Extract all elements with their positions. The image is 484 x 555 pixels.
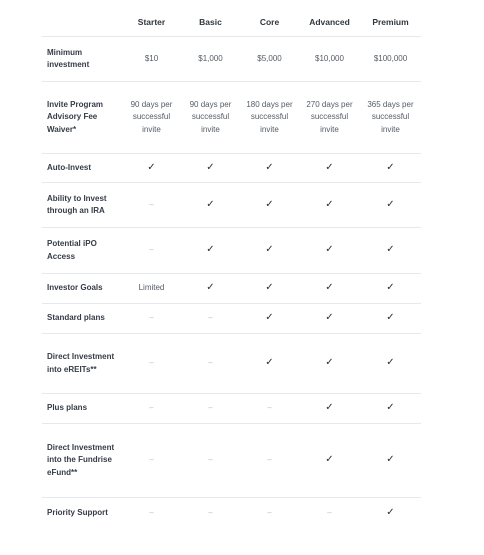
cell-starter: – [122, 183, 181, 228]
row-label: Minimum investment [42, 37, 122, 82]
cell-starter: $10 [122, 37, 181, 82]
cell-basic: – [181, 334, 240, 394]
cell-starter: – [122, 424, 181, 498]
cell-starter-check: ✓ [122, 154, 181, 183]
row-label: Potential iPO Access [42, 228, 122, 274]
table-row [42, 228, 421, 274]
table-row [42, 183, 421, 228]
cell-advanced-check: ✓ [299, 394, 360, 424]
row-label: Auto-Invest [42, 154, 122, 183]
column-header-feature [42, 8, 122, 37]
cell-premium-check: ✓ [360, 304, 421, 334]
column-header-starter: Starter [137, 17, 166, 27]
cell-core: $5,000 [240, 37, 299, 82]
cell-advanced-check: ✓ [299, 274, 360, 304]
row-label: Priority Support [42, 498, 122, 529]
table-row [42, 334, 421, 394]
cell-core: – [240, 424, 299, 498]
cell-core-check: ✓ [240, 183, 299, 228]
cell-basic: $1,000 [181, 37, 240, 82]
cell-advanced-check: ✓ [299, 228, 360, 274]
row-label: Ability to Invest through an IRA [42, 183, 122, 228]
cell-starter: – [122, 228, 181, 274]
cell-core-check: ✓ [240, 304, 299, 334]
cell-basic-check: ✓ [181, 154, 240, 183]
column-header-premium: Premium [372, 17, 409, 27]
cell-basic-check: ✓ [181, 228, 240, 274]
cell-core: – [240, 394, 299, 424]
table-row [42, 424, 421, 498]
cell-advanced: $10,000 [299, 37, 360, 82]
cell-advanced-check: ✓ [299, 304, 360, 334]
cell-core: – [240, 498, 299, 529]
cell-premium: 365 days per successful invite [360, 82, 421, 154]
cell-premium-check: ✓ [360, 183, 421, 228]
table-row [42, 82, 421, 154]
cell-premium: $100,000 [360, 37, 421, 82]
cell-basic: – [181, 498, 240, 529]
row-label: Standard plans [42, 304, 122, 334]
row-label: Invite Program Advisory Fee Waiver* [42, 82, 122, 154]
table-row [42, 498, 421, 529]
plan-comparison-table [42, 8, 421, 528]
cell-starter: Limited [122, 274, 181, 304]
column-header-basic: Basic [199, 17, 222, 27]
cell-core-check: ✓ [240, 274, 299, 304]
row-label: Plus plans [42, 394, 122, 424]
column-header-core: Core [259, 17, 280, 27]
table-row [42, 394, 421, 424]
cell-premium-check: ✓ [360, 424, 421, 498]
cell-advanced: 270 days per successful invite [299, 82, 360, 154]
cell-premium-check: ✓ [360, 228, 421, 274]
cell-premium-check: ✓ [360, 498, 421, 529]
cell-advanced-check: ✓ [299, 424, 360, 498]
cell-basic: 90 days per successful invite [181, 82, 240, 154]
cell-advanced: – [299, 498, 360, 529]
cell-core-check: ✓ [240, 334, 299, 394]
plan-comparison [42, 8, 418, 528]
cell-premium-check: ✓ [360, 394, 421, 424]
column-header-advanced: Advanced [309, 17, 350, 27]
cell-starter: – [122, 498, 181, 529]
cell-advanced-check: ✓ [299, 334, 360, 394]
cell-starter: – [122, 394, 181, 424]
row-label: Investor Goals [42, 274, 122, 304]
cell-basic: – [181, 304, 240, 334]
cell-advanced-check: ✓ [299, 154, 360, 183]
row-label: Direct Investment into eREITs** [42, 334, 122, 394]
cell-basic-check: ✓ [181, 274, 240, 304]
row-label: Direct Investment into the Fundrise eFund** [42, 424, 122, 498]
table-header-row [42, 8, 421, 37]
cell-premium-check: ✓ [360, 274, 421, 304]
cell-core-check: ✓ [240, 154, 299, 183]
cell-starter: – [122, 304, 181, 334]
table-row [42, 37, 421, 82]
table-row [42, 154, 421, 183]
cell-core-check: ✓ [240, 228, 299, 274]
cell-basic: – [181, 424, 240, 498]
cell-premium-check: ✓ [360, 334, 421, 394]
cell-advanced-check: ✓ [299, 183, 360, 228]
cell-premium-check: ✓ [360, 154, 421, 183]
cell-starter: 90 days per successful invite [122, 82, 181, 154]
cell-basic-check: ✓ [181, 183, 240, 228]
cell-starter: – [122, 334, 181, 394]
cell-basic: – [181, 394, 240, 424]
table-row [42, 304, 421, 334]
cell-core: 180 days per successful invite [240, 82, 299, 154]
table-row [42, 274, 421, 304]
